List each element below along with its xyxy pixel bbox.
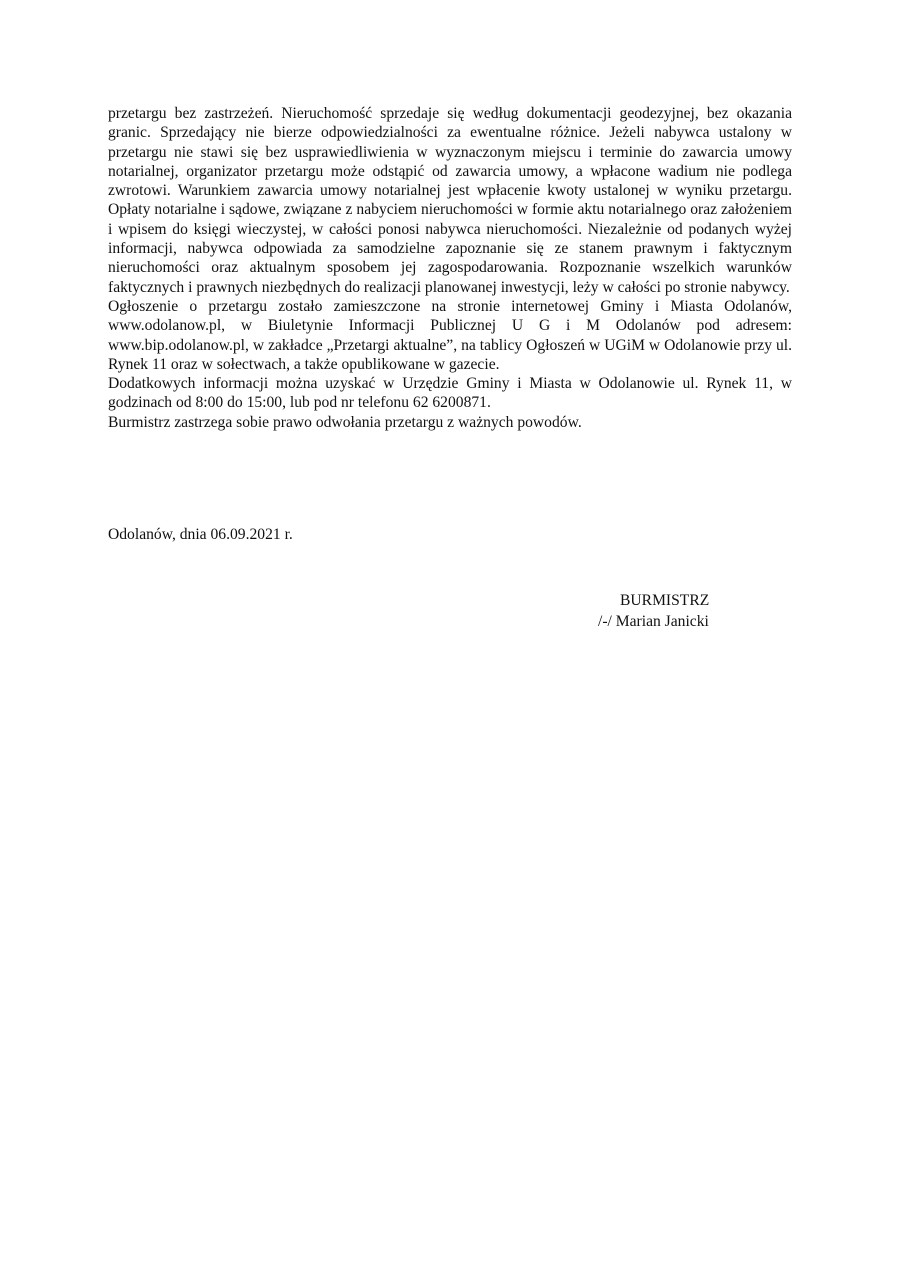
paragraph-contact: Dodatkowych informacji można uzyskać w Urzędzie Gminy i Miasta w Odolanowie ul. Rynek 11, w godzinach od 8:00 do 15:00, lub pod nr telefonu 62 6200871. — [108, 375, 792, 412]
paragraph-cancellation: Burmistrz zastrzega sobie prawo odwołania przetargu z ważnych powodów. — [108, 413, 582, 431]
paragraph-sale-terms: przetargu bez zastrzeżeń. Nieruchomość sprzedaje się według dokumentacji geodezyjnej, bez okazania granic. Sprzedający nie bierze odpowiedzialności za ewentualne różnice. Jeżeli nabywca ustalony w przetargu nie stawi się bez usprawiedliwienia w wyznaczonym miejscu i terminie do zawarcia umowy notarialnej, organizator przetargu może odstąpić od zawarcia umowy, a wpłacone wadium nie podlega zwrotowi. Warunkiem zawarcia umowy notarialnej jest wpłacenie kwoty ustalonej w wyniku przetargu. Opłaty notarialne i sądowe, związane z nabyciem nieruchomości w formie aktu notarialnego oraz założeniem i wpisem do księgi wieczystej, w całości ponosi nabywca nieruchomości. Niezależnie od podanych wyżej informacji, nabywca odpowiada za samodzielne zapoznanie się ze stanem prawnym i faktycznym nieruchomości oraz aktualnym sposobem jej zagospodarowania. Rozpoznanie wszelkich warunków faktycznych i prawnych niezbędnych do realizacji planowanej inwestycji, leży w całości po stronie nabywcy. — [108, 105, 792, 296]
document-body — [108, 104, 792, 432]
signature-role: BURMISTRZ — [620, 592, 710, 609]
signature-name: /-/ Marian Janicki — [598, 613, 709, 630]
date-line: Odolanów, dnia 06.09.2021 r. — [108, 526, 293, 543]
paragraph-publication: Ogłoszenie o przetargu zostało zamieszczone na stronie internetowej Gminy i Miasta Odolanów, www.odolanow.pl, w Biuletynie Informacji Publicznej U G i M Odolanów pod adresem: www.bip.odolanow.pl, w zakładce „Przetargi aktualne”, na tablicy Ogłoszeń w UGiM w Odolanowie przy ul. Rynek 11 oraz w sołectwach, a także opublikowane w gazecie. — [108, 297, 792, 373]
signature-block — [560, 590, 760, 632]
